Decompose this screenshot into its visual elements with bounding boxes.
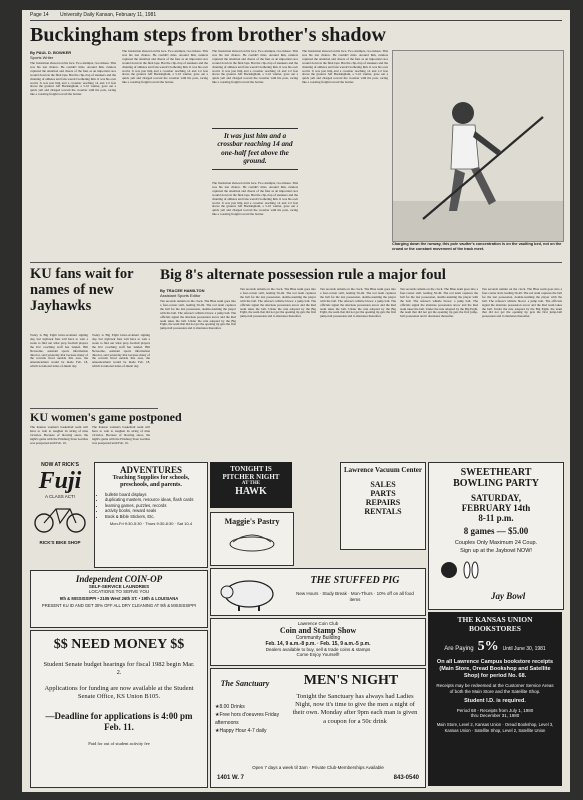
- store-until: Until June 30, 1981: [502, 646, 546, 652]
- laundry-sub: SELF-SERVICE LAUNDRIES: [88, 584, 150, 589]
- divider: [30, 262, 562, 263]
- vaulter-illustration: [393, 51, 563, 241]
- store-title: THE KANSAS UNION BOOKSTORES: [457, 615, 533, 633]
- mens-title: MEN'S NIGHT: [303, 673, 399, 688]
- adventures-item: • activity books, reward seals: [105, 508, 207, 513]
- hawk-line4: HAWK: [235, 486, 267, 497]
- story1-byline-role: Sports Writer: [30, 55, 54, 60]
- fuji-ad: [30, 462, 90, 566]
- pole-vaulter-photo: [392, 50, 564, 242]
- maggies-title: Maggie's Pastry: [224, 517, 280, 526]
- photo-caption: Charging down the runway, this pole vaulter's concentration is on the vaulting bed, not on the crowd or the constant movement of the track meet.: [392, 242, 562, 251]
- adventures-title: ADVENTURES: [119, 465, 182, 475]
- bowling-pins-icon: [429, 556, 563, 580]
- story1-body-col4: The frustration showed on his face. Two attempts, two misses. This was his last chance. He couldn't miss. Around him, runners captured the attention and cheers of the fans as an important race wound down in the final laps. But the clip-clap of sneakers and the chanting of athletes and fans weren't bothering him. It was his own world. It was just him and a crossbar reaching 14 and 1/2 feet above the ground. Jeff Buckingham, a 5-10 vaulter, gave out a quick yell and charged toward the crossbar with his pole, racing like a coasting freight toward the barrier.: [302, 50, 388, 85]
- story1-body-col2: The frustration showed on his face. Two attempts, two misses. This was his last chance. He couldn't miss. Around him, runners captured the attention and cheers of the fans as an important race wound down in the final laps. But the clip-clap of sneakers and the chanting of athletes and fans weren't bothering him. It was his own world. It was just him and a crossbar reaching 14 and 1/2 feet above the ground. Jeff Buckingham, a 5-10 vaulter, gave out a quick yell and charged toward the crossbar with his pole, racing like a coasting freight toward the barrier.: [122, 50, 208, 85]
- adventures-hours: Mon-Fri 9:30-5:30 · Thurs 9:30-8:30 · Sat 10-4: [109, 521, 193, 527]
- adventures-ad: [94, 462, 208, 568]
- store-id: Student I.D. is required.: [464, 698, 526, 705]
- jaybowl-logo: Jay Bowl: [491, 591, 526, 601]
- story1-body-col3b: The frustration showed on his face. Two attempts, two misses. This was his last chance. He couldn't miss. Around him, runners captured the attention and cheers of the fans as an important race wound down in the final laps. But the clip-clap of sneakers and the chanting of athletes and fans weren't bothering him. It was his own world. It was just him and a crossbar reaching 14 and 1/2 feet above the ground. Jeff Buckingham, a 5-10 vaulter, gave out a quick yell and charged toward the crossbar with his pole, racing like a coasting freight toward the barrier.: [212, 182, 298, 217]
- fuji-brand: Fuji: [38, 468, 82, 494]
- money-title: $$ NEED MONEY $$: [53, 637, 185, 652]
- hawk-line2: PITCHER NIGHT: [222, 473, 280, 481]
- bowl-title: SWEETHEART BOWLING PARTY: [453, 467, 539, 489]
- story4-body-col2: Ten seconds remain on the clock. The Blue team goes into a four-corner stall, leading 56-49. The red team captures the ball for the last possession, double-teaming the player with the ball. The referee's whistle blows: a jump ball. The officials signal the alternate possession arrow and the Red team takes the ball. Under the rule adopted by the Big Eight, the team that did not get the opening tip gets the first jump-ball possession and it alternates thereafter.: [240, 288, 316, 319]
- bowl-date: FEBRUARY 14th: [461, 503, 531, 513]
- vacuum-ad: [340, 462, 426, 550]
- story4-byline-block: [160, 288, 250, 298]
- bowl-signup: Sign up at the Jaybowl NOW!: [460, 548, 532, 554]
- stuffed-pig-ad: [210, 568, 426, 616]
- store-rate-row: [428, 637, 562, 655]
- paper-dateline: University Daily Kansan, February 11, 1981: [60, 12, 157, 18]
- store-period2: thru December 31, 1980: [470, 713, 520, 719]
- mens-phone: 843-0540: [393, 775, 419, 781]
- coin-dates: Feb. 14, 9 a.m.-8 p.m. · Feb. 15, 9 a.m.-5 p.m.: [265, 641, 371, 647]
- page-header: [30, 12, 562, 21]
- mens-list-item: ★Happy Hour 4-7 daily: [215, 728, 267, 734]
- money-paid: Paid for out of student activity fee: [88, 741, 150, 746]
- need-money-ad: [30, 630, 208, 788]
- vacuum-rentals: RENTALS: [364, 507, 402, 516]
- coin-club-ad: [210, 618, 426, 666]
- laundry-addr: 9th & MISSISSIPPI • 2105 West 26th ST. • 19th & LOUISIANA: [59, 596, 179, 601]
- story4-body-col5: Ten seconds remain on the clock. The Blue team goes into a four-corner stall, leading 56-49. The red team captures the ball for the last possession, double-teaming the player with the ball. The referee's whistle blows: a jump ball. The officials signal the alternate possession arrow and the Red team takes the ball. Under the rule adopted by the Big Eight, the team that did not get the opening tip gets the first jump-ball possession and it alternates thereafter.: [482, 288, 562, 319]
- store-rebate: On all Lawrence Campus bookstore receipts (Main Store, Oread Bookshop and Satellite Shop) for period No. 68.: [436, 659, 554, 679]
- money-apps: Applications for funding are now available at the Student Senate Office, KS Union B105.: [44, 685, 194, 700]
- adventures-item: • duplicating masters, resource ideas, flash cards: [105, 497, 207, 502]
- story1-body-col3: The frustration showed on his face. Two attempts, two misses. This was his last chance. He couldn't miss. Around him, runners captured the attention and cheers of the fans as an important race wound down in the final laps. But the clip-clap of sneakers and the chanting of athletes and fans weren't bothering him. It was his own world. It was just him and a crossbar reaching 14 and 1/2 feet above the ground. Jeff Buckingham, a 5-10 vaulter, gave out a quick yell and charged toward the crossbar with his pole, racing like a coasting freight toward the barrier.: [212, 50, 298, 85]
- vacuum-sales: SALES: [370, 480, 396, 489]
- bowl-time: 8-11 p.m.: [478, 513, 514, 523]
- mens-list-item: ★8.00 Drinks: [215, 704, 245, 710]
- story1-headline: Buckingham steps from brother's shadow: [30, 24, 386, 46]
- adventures-item: • Book & Bible Stickers, Etc.: [105, 514, 207, 519]
- hawk-line3: AT THE: [241, 481, 261, 486]
- story3-headline: KU women's game postponed: [30, 411, 182, 424]
- page-number: Page 14: [30, 12, 49, 18]
- vacuum-title: Lawrence Vacuum Center: [343, 466, 423, 474]
- hawk-line1: TONIGHT IS: [230, 465, 272, 473]
- story2-headline: KU fans wait for names of new Jayhawks: [30, 266, 134, 314]
- story1-pullquote: [212, 128, 298, 170]
- vacuum-parts: PARTS: [370, 489, 396, 498]
- adventures-item: • learning games, puzzles, records: [105, 503, 207, 508]
- bowl-couples: Couples Only Maximum 24 Coup.: [454, 540, 538, 546]
- store-period1: Period 68 - Receipts from July 1, 1980: [456, 708, 534, 714]
- laundry-offer: PRESENT KU ID AND GET 30% OFF ALL DRY CLEANING AT 9th & MISSISSIPPI: [41, 603, 197, 608]
- bowl-day: SATURDAY,: [471, 493, 521, 503]
- pullquote-text: It was just him and a crossbar reaching 14 and one-half feet above the ground.: [217, 132, 293, 166]
- bicycle-icon: [30, 499, 90, 535]
- story4-byline-role: Assistant Sports Editor: [160, 293, 201, 298]
- pig-title: THE STUFFED PIG: [310, 575, 400, 586]
- story4-body-col4: Ten seconds remain on the clock. The Blue team goes into a four-corner stall, leading 56-49. The red team captures the ball for the last possession, double-teaming the player with the ball. The referee's whistle blows: a jump ball. The officials signal the alternate possession arrow and the Red team takes the ball. Under the rule adopted by the Big Eight, the team that did not get the opening tip gets the first jump-ball possession and it alternates thereafter.: [400, 288, 478, 319]
- coin-title: Lawrence Coin Club: [297, 621, 339, 626]
- laundry-ad: [30, 570, 208, 628]
- story2-body-b: Today is Big Eight letter-of-intent signing day, but Jayhawk fans will have to wait a week to find out what prep football players the KU coaching staff has landed. Bill Newsome, assistant sports information director, said yesterday that because many of the recruits lived outside this area, the announcement would be made Feb. 18, which is national letter-of-intent day.: [92, 334, 150, 369]
- fuji-shop: RICK'S BIKE SHOP: [39, 540, 81, 545]
- hawk-ad: [210, 462, 292, 508]
- coin-building: Community Building: [295, 635, 341, 641]
- sanctuary-logo: The Sanctuary: [220, 679, 270, 688]
- fuji-now-at: NOW AT RICK'S: [41, 462, 79, 468]
- adventures-sub: Teaching Supplies for schools, preschools, and parents.: [112, 475, 190, 488]
- mens-night-ad: [210, 668, 426, 788]
- story4-body-col3: Ten seconds remain on the clock. The Blue team goes into a four-corner stall, leading 56-49. The red team captures the ball for the last possession, double-teaming the player with the ball. The referee's whistle blows: a jump ball. The officials signal the alternate possession arrow and the Red team takes the ball. Under the rule adopted by the Big Eight, the team that did not get the opening tip gets the first jump-ball possession and it alternates thereafter.: [320, 288, 396, 319]
- coin-show: Coin and Stamp Show: [279, 626, 357, 635]
- mens-list: [215, 703, 287, 735]
- store-pct: 5%: [477, 639, 499, 654]
- divider: [30, 408, 158, 409]
- mens-addr: 1401 W. 7: [217, 775, 245, 781]
- coin-welcome: Come Enjoy Yourself!: [296, 652, 340, 657]
- adventures-item: • bulletin board displays: [105, 492, 207, 497]
- story1-body-col1: The frustration showed on his face. Two attempts, two misses. This was his last chance. He couldn't miss. Around him, runners captured the attention and cheers of the fans as an important race wound down in the final laps. But the clip-clap of sneakers and the chanting of athletes and fans weren't bothering him. It was his own world. It was just him and a crossbar reaching 14 and 1/2 feet above the ground. Jeff Buckingham, a 5-10 vaulter, gave out a quick yell and charged toward the crossbar with his pole, racing like a coasting freight toward the barrier.: [30, 62, 116, 97]
- pastry-icon: [211, 526, 293, 556]
- mens-text: Tonight the Sanctuary has always had Ladies Night, now it's time to give the men a night of their own. Monday after 9pm each man is given a coupon for a 50c drink: [292, 693, 418, 725]
- fuji-class: A CLASS ACT!: [44, 494, 75, 499]
- story4-headline: Big 8's alternate possession rule a major foul: [160, 267, 446, 283]
- newspaper-page: [22, 10, 570, 792]
- coin-dealers: Dealers available to buy, sell & trade coins & stamps: [265, 647, 371, 652]
- pig-icon: [215, 572, 285, 612]
- money-budget: Student Senate budget hearings for fiscal 1982 begin Mar. 2.: [43, 661, 195, 676]
- story4-body-col1: Ten seconds remain on the clock. The Blue team goes into a four-corner stall, leading 56-49. The red team captures the ball for the last possession, double-teaming the player with the ball. The referee's whistle blows: a jump ball. The officials signal the alternate possession arrow and the Red team takes the ball. Under the rule adopted by the Big Eight, the team that did not get the opening tip gets the first jump-ball possession and it alternates thereafter.: [160, 300, 236, 331]
- mens-list-item: ★Free hors d'oeuvres Friday afternoons: [215, 712, 280, 726]
- store-locs: Main Store, Level 2, Kansas Union · Oread Bookshop, Level 3, Kansas Union · Satellite Shop, Level 2, Satellite Union: [436, 722, 554, 733]
- pig-hours: New Hours · Study Break · Mon-Thurs · 10% off on all food items: [296, 591, 414, 602]
- laundry-name: Independent COIN-OP: [75, 574, 163, 584]
- bowl-price: 8 games — $5.00: [463, 526, 529, 536]
- vacuum-repairs: REPAIRS: [365, 498, 401, 507]
- money-deadline: —Deadline for applications is 4:00 pm Feb. 11.: [45, 711, 193, 732]
- maggies-ad: [210, 512, 294, 566]
- store-receipts: Receipts may be redeemed at the Customer Service Areas of both the Main Store and the Satellite Shop.: [436, 683, 554, 694]
- story2-body-a: Today is Big Eight letter-of-intent signing day, but Jayhawk fans will have to wait a week to find out what prep football players the KU coaching staff has landed. Bill Newsome, assistant sports information director, said yesterday that because many of the recruits lived outside this area, the announcement would be made Feb. 18, which is national letter-of-intent day.: [30, 334, 88, 369]
- bowling-ad: [428, 462, 564, 610]
- store-are: Are Paying: [444, 646, 474, 652]
- bookstore-ad: [428, 612, 562, 786]
- adventures-list: [105, 492, 207, 519]
- story3-body-a: The Kansas women's basketball team will have to wait to toughen its string of nine victories. Because of blowing snow, the night's game with the Pittsburg State Gorillas was postponed until Feb. 16.: [30, 426, 88, 445]
- story1-byline-block: [30, 50, 120, 60]
- story3-body-b: The Kansas women's basketball team will have to wait to toughen its string of nine victories. Because of blowing snow, the night's game with the Pittsburg State Gorillas was postponed until Feb. 16.: [92, 426, 150, 445]
- story4-byline: By TRACEE HAMILTON: [160, 288, 205, 293]
- laundry-loc: LOCATIONS TO SERVE YOU: [88, 589, 150, 594]
- mens-hours: Open 7 days a week til 3am · Private Club-Memberships Available: [252, 765, 384, 770]
- story1-byline: By PAUL D. BOWKER: [30, 50, 72, 55]
